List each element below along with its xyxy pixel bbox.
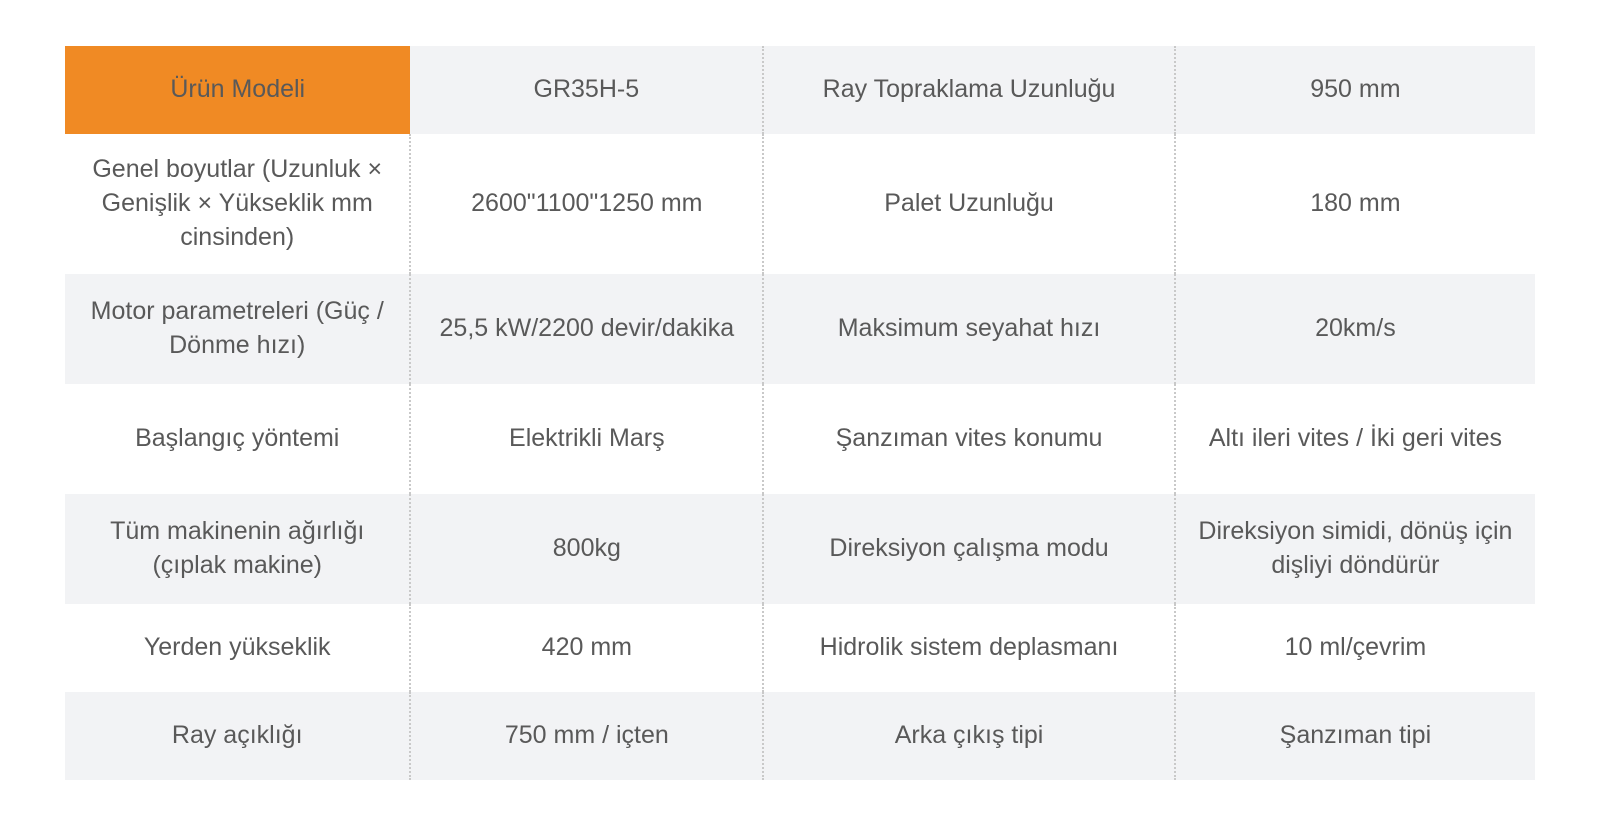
table-cell: 180 mm <box>1175 134 1535 274</box>
table-cell: Ray açıklığı <box>65 692 410 780</box>
table-cell: Palet Uzunluğu <box>763 134 1175 274</box>
table-cell: 800kg <box>410 494 763 604</box>
table-row <box>65 692 1535 780</box>
table-cell: Direksiyon çalışma modu <box>763 494 1175 604</box>
table-row <box>65 274 1535 384</box>
table-row <box>65 604 1535 692</box>
table-cell: Direksiyon simidi, dönüş için dişliyi döndürür <box>1175 494 1535 604</box>
table-cell: Şanzıman tipi <box>1175 692 1535 780</box>
table-row <box>65 46 1535 134</box>
table-row <box>65 494 1535 604</box>
table-row <box>65 384 1535 494</box>
product-spec-table <box>65 46 1535 780</box>
table-cell: GR35H-5 <box>410 46 763 134</box>
table-cell: Elektrikli Marş <box>410 384 763 494</box>
table-cell: 420 mm <box>410 604 763 692</box>
table-cell: 950 mm <box>1175 46 1535 134</box>
table-cell: Altı ileri vites / İki geri vites <box>1175 384 1535 494</box>
spec-table-body <box>65 46 1535 780</box>
spec-table-wrapper <box>65 46 1535 780</box>
table-cell: 25,5 kW/2200 devir/dakika <box>410 274 763 384</box>
table-cell: Yerden yükseklik <box>65 604 410 692</box>
table-cell: Tüm makinenin ağırlığı (çıplak makine) <box>65 494 410 604</box>
table-cell: Başlangıç yöntemi <box>65 384 410 494</box>
table-cell: 750 mm / içten <box>410 692 763 780</box>
table-cell: 10 ml/çevrim <box>1175 604 1535 692</box>
table-cell: Genel boyutlar (Uzunluk × Genişlik × Yükseklik mm cinsinden) <box>65 134 410 274</box>
table-cell: Hidrolik sistem deplasmanı <box>763 604 1175 692</box>
table-cell: Ray Topraklama Uzunluğu <box>763 46 1175 134</box>
table-row <box>65 134 1535 274</box>
table-cell: 20km/s <box>1175 274 1535 384</box>
table-cell: 2600"1100"1250 mm <box>410 134 763 274</box>
table-cell: Arka çıkış tipi <box>763 692 1175 780</box>
table-header-cell: Ürün Modeli <box>65 46 410 134</box>
table-cell: Şanzıman vites konumu <box>763 384 1175 494</box>
table-cell: Maksimum seyahat hızı <box>763 274 1175 384</box>
table-cell: Motor parametreleri (Güç / Dönme hızı) <box>65 274 410 384</box>
